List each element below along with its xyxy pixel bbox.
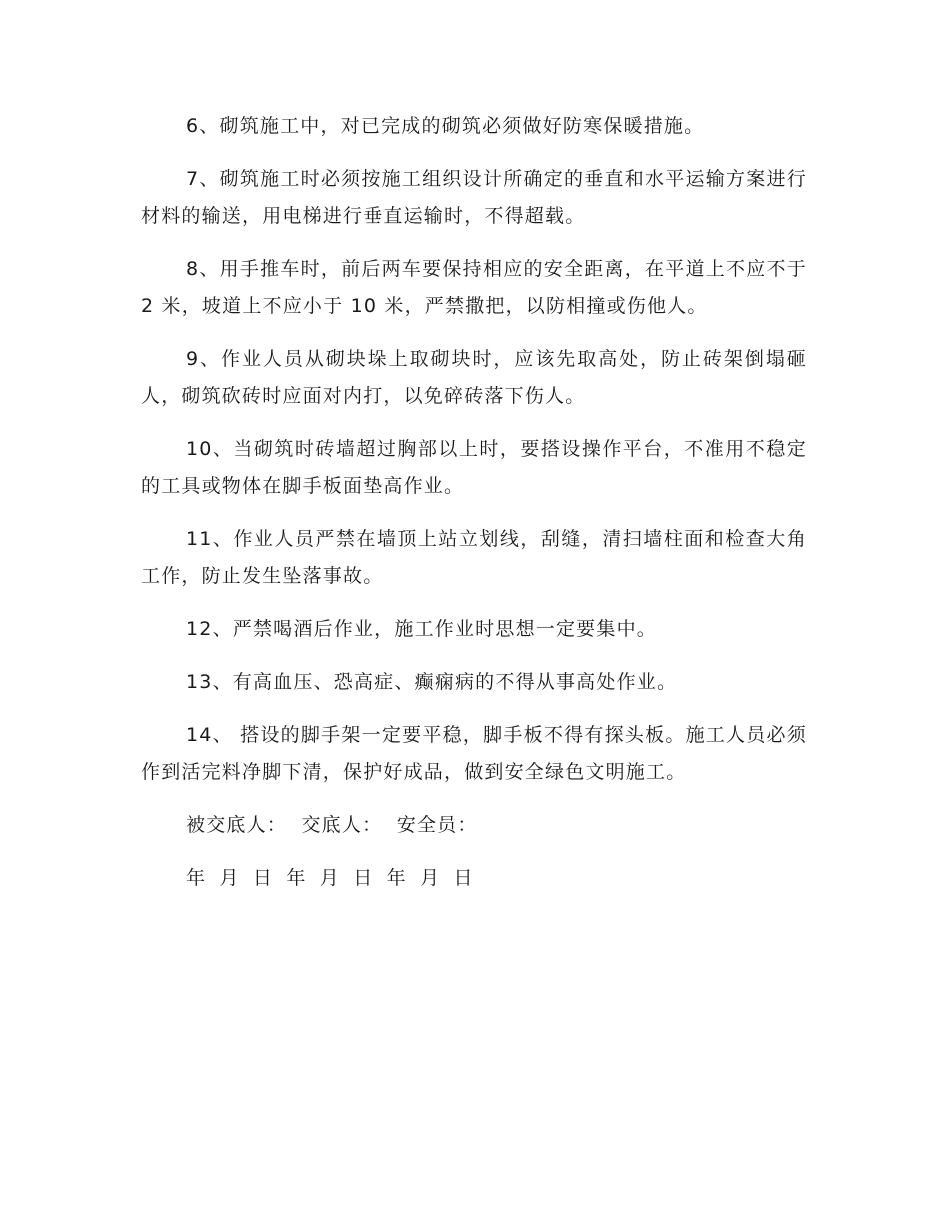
clause-14: 14、 搭设的脚手架一定要平稳，脚手板不得有探头板。施工人员必须作到活完料净脚下清，保护好成品，做到安全绿色文明施工。 [141, 724, 807, 783]
signature-line: 被交底人： 交底人： 安全员： [186, 814, 478, 836]
clause-13: 13、有高血压、恐高症、癫痫病的不得从事高处作业。 [186, 671, 678, 693]
clause-9: 9、作业人员从砌块垛上取砌块时，应该先取高处，防止砖架倒塌砸人，砌筑砍砖时应面对内打，以免碎砖落下伤人。 [141, 348, 807, 407]
clause-8: 8、用手推车时，前后两车要保持相应的安全距离，在平道上不应不于 2 米，坡道上不应小于 10 米，严禁撒把，以防相撞或伤他人。 [141, 258, 807, 317]
clause-11: 11、作业人员严禁在墙顶上站立划线，刮缝，清扫墙柱面和检查大角工作，防止发生坠落事故。 [141, 528, 807, 587]
document-body [141, 108, 807, 897]
clause-12: 12、严禁喝酒后作业，施工作业时思想一定要集中。 [186, 618, 657, 640]
clause-6: 6、砌筑施工中，对已完成的砌筑必须做好防寒保暖措施。 [186, 115, 705, 137]
clause-7: 7、砌筑施工时必须按施工组织设计所确定的垂直和水平运输方案进行材料的输送，用电梯进行垂直运输时，不得超载。 [141, 168, 807, 227]
clause-10: 10、当砌筑时砖墙超过胸部以上时，要搭设操作平台，不准用不稳定的工具或物体在脚手板面垫高作业。 [141, 438, 807, 497]
date-line: 年 月 日 年 月 日 年 月 日 [186, 867, 474, 889]
